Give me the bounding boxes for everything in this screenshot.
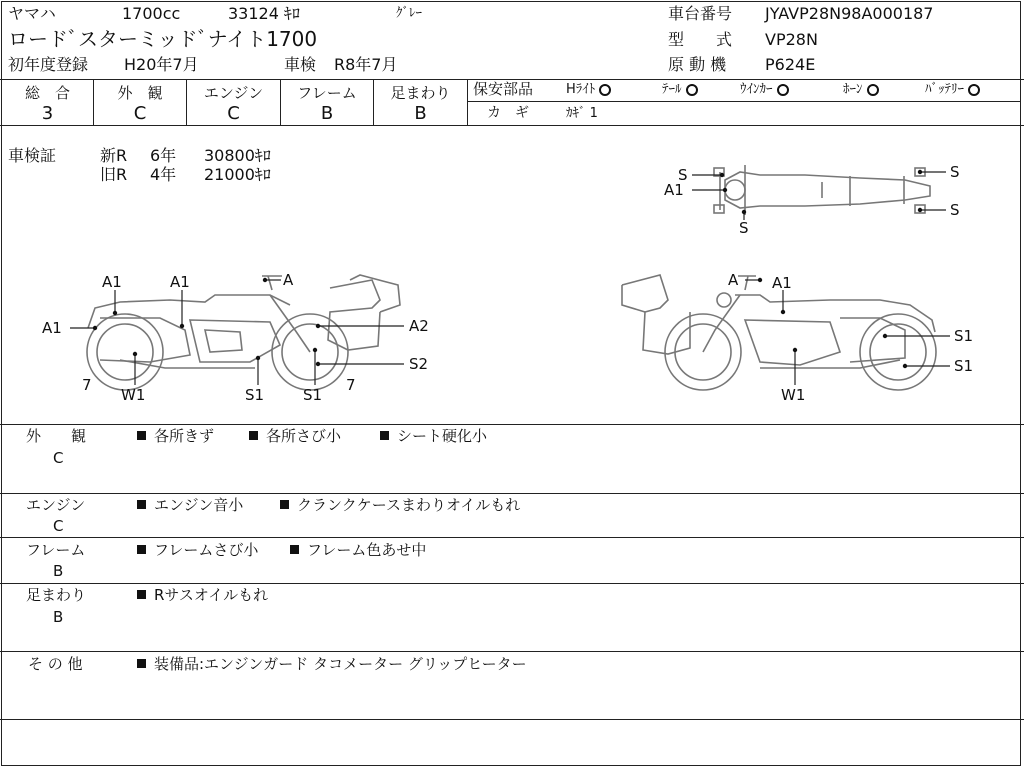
grade-label-engine: エンジン (203, 84, 264, 102)
safety-label: 保安部品 (473, 80, 534, 98)
inspection-label: 車検 (284, 55, 317, 74)
cert-new-year: 6年 (150, 146, 177, 165)
grade-label-frame: フレーム (297, 84, 357, 102)
maker: ヤマハ (8, 4, 56, 23)
safety-horn: ﾎｰﾝ (843, 83, 879, 96)
remark-item: Rサスオイルもれ (137, 588, 268, 603)
mark-s: S (739, 219, 749, 237)
mark-s1: S1 (954, 357, 974, 375)
divider (0, 583, 1024, 584)
mark-a1: A1 (664, 181, 684, 199)
mark-s1: S1 (245, 386, 265, 404)
certificate-label: 車検証 (8, 146, 57, 165)
model-code-label: 型 式 (668, 30, 733, 49)
remark-category: 外 観 (26, 427, 87, 445)
bullet-square-icon (137, 500, 146, 509)
mark-a1: A1 (170, 273, 190, 291)
mark-w1: W1 (781, 386, 806, 404)
mark-s: S (950, 201, 960, 219)
grade-label-overall: 総 合 (24, 84, 70, 102)
safety-headlight: Hﾗｲﾄ (566, 83, 611, 96)
bullet-square-icon (137, 659, 146, 668)
remark-grade: B (53, 562, 64, 580)
engine-value: P624E (765, 55, 816, 74)
grade-value-exterior: C (133, 103, 147, 124)
cert-new-km: 30800ｷﾛ (204, 146, 271, 165)
mark-s1: S1 (954, 327, 974, 345)
remark-grade: C (53, 449, 64, 467)
divider (0, 719, 1024, 720)
remark-category: フレーム (26, 541, 86, 559)
cert-old-year: 4年 (150, 165, 177, 184)
model-code-value: VP28N (765, 30, 818, 49)
mark-a: A (728, 271, 739, 289)
divider (0, 537, 1024, 538)
cert-old-prefix: 旧R (100, 165, 128, 184)
displacement: 1700cc (122, 4, 181, 23)
right-side-marks (728, 271, 973, 404)
mark-a1: A1 (772, 274, 792, 292)
remark-category: 足まわり (26, 586, 87, 604)
inspection-value: R8年7月 (334, 55, 398, 74)
first-registration-label: 初年度登録 (8, 55, 89, 74)
color: ｸﾞﾚｰ (396, 6, 422, 21)
first-registration-value: H20年7月 (124, 55, 199, 74)
engine-label: 原 動 機 (668, 55, 727, 74)
remark-item: 各所きず (137, 429, 214, 444)
frame-no-value: JYAVP28N98A000187 (765, 4, 934, 23)
mark-a1: A1 (102, 273, 122, 291)
divider (0, 651, 1024, 652)
divider (0, 424, 1024, 425)
mark-7: 7 (346, 376, 356, 394)
bullet-square-icon (249, 431, 258, 440)
bullet-square-icon (137, 431, 146, 440)
mileage: 33124 ｷﾛ (228, 4, 300, 23)
frame-no-label: 車台番号 (668, 4, 733, 23)
remark-item: 装備品:エンジンガード タコメーター グリップヒーター (137, 657, 527, 672)
mark-7: 7 (82, 376, 92, 394)
remark-category: そ の 他 (28, 655, 83, 673)
grade-value-frame: B (320, 103, 334, 124)
right-side-bike (622, 275, 936, 390)
remark-grade: B (53, 608, 64, 626)
mark-s: S (950, 163, 960, 181)
left-side-bike (87, 275, 400, 390)
safety-battery: ﾊﾞｯﾃﾘｰ (925, 83, 980, 96)
remark-item: シート硬化小 (380, 429, 487, 444)
remark-item: クランクケースまわりオイルもれ (280, 498, 520, 513)
key-value: ｶｷﾞ 1 (566, 106, 598, 121)
bullet-square-icon (280, 500, 289, 509)
grade-value-suspension: B (414, 103, 427, 124)
mark-s2: S2 (409, 355, 429, 373)
mark-a2: A2 (409, 317, 429, 335)
safety-winker: ｳｲﾝｶｰ (740, 83, 789, 96)
bullet-square-icon (380, 431, 389, 440)
remark-item: フレーム色あせ中 (290, 543, 426, 558)
mark-w1: W1 (121, 386, 146, 404)
bullet-square-icon (137, 545, 146, 554)
left-side-marks (42, 271, 429, 404)
top-view-bike (714, 165, 930, 215)
bullet-square-icon (137, 590, 146, 599)
grade-label-exterior: 外 観 (117, 84, 163, 102)
remark-category: エンジン (26, 496, 86, 514)
remark-item: フレームさび小 (137, 543, 258, 558)
cert-old-km: 21000ｷﾛ (204, 165, 271, 184)
safety-tail: ﾃｰﾙ (662, 83, 698, 96)
grade-label-suspension: 足まわり (390, 84, 451, 102)
remark-item: エンジン音小 (137, 498, 243, 513)
mark-a1: A1 (42, 319, 62, 337)
mark-s: S (678, 166, 688, 184)
remark-item: 各所さび小 (249, 429, 341, 444)
mark-s1: S1 (303, 386, 323, 404)
bullet-square-icon (290, 545, 299, 554)
grade-value-engine: C (227, 103, 240, 124)
mark-a: A (283, 271, 294, 289)
model-name: ロードﾞスターミッドﾞナイト1700 (8, 27, 318, 51)
grade-value-overall: 3 (41, 103, 54, 124)
key-label: カ ギ (487, 105, 529, 121)
cert-new-prefix: 新R (100, 146, 128, 165)
divider (0, 493, 1024, 494)
remark-grade: C (53, 517, 64, 535)
